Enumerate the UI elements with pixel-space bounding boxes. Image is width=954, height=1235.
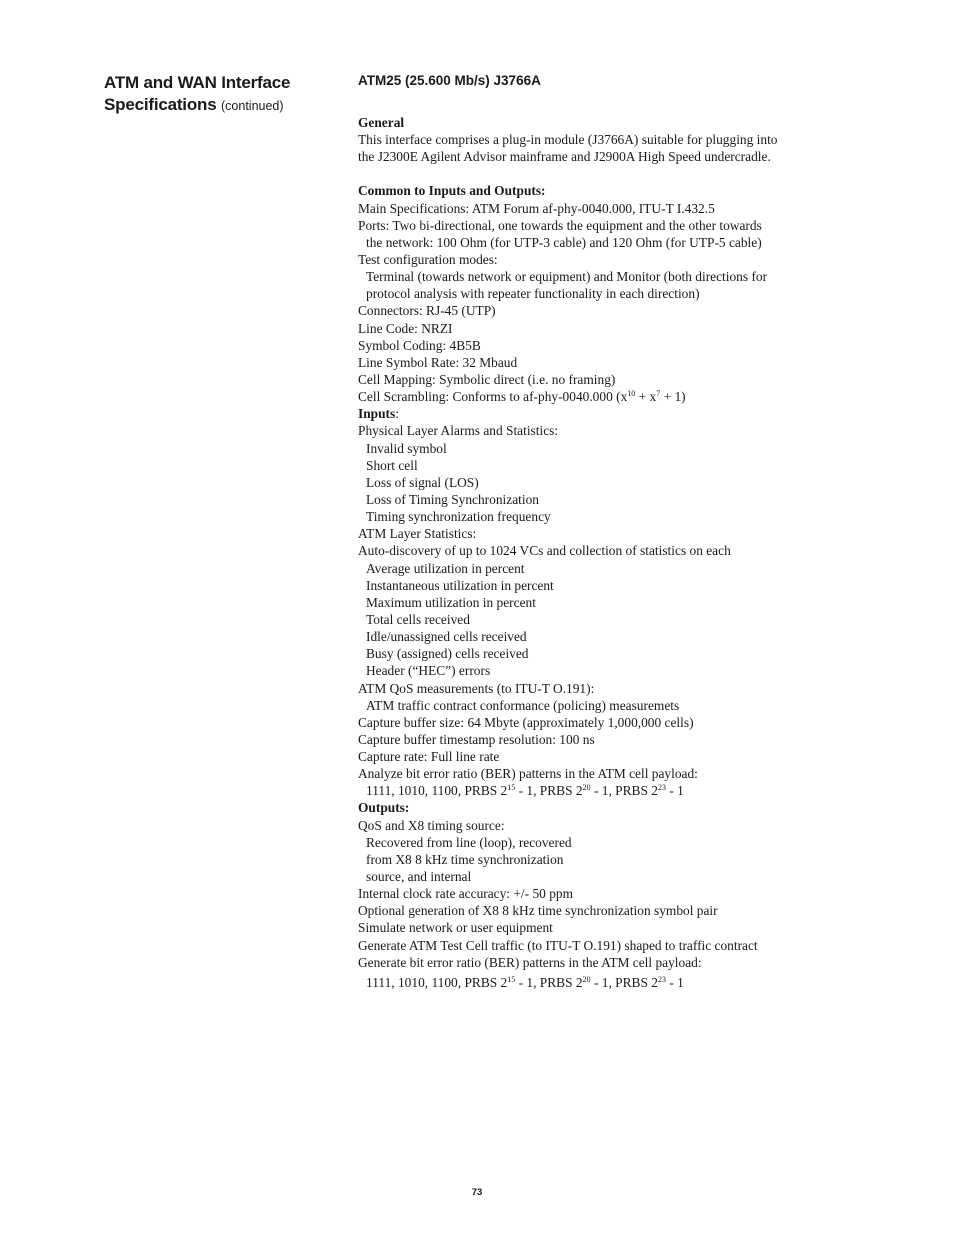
outputs-heading: Outputs: (358, 800, 410, 816)
list-item: Idle/unassigned cells received (366, 629, 527, 645)
qos-measurements-heading: ATM QoS measurements (to ITU-T O.191): (358, 680, 595, 696)
section-title-line1: ATM and WAN Interface (104, 73, 291, 92)
list-item: Average utilization in percent (366, 560, 525, 576)
list-item: Invalid symbol (366, 440, 447, 456)
main-specifications: Main Specifications: ATM Forum af-phy-0040.000, ITU-T I.432.5 (358, 200, 715, 216)
prbs-exponent: 20 (582, 974, 591, 984)
ber-generate: Generate bit error ratio (BER) patterns in the ATM cell payload: (358, 954, 702, 970)
prbs-exponent: 23 (657, 974, 666, 984)
scrambling-exponent: 7 (656, 389, 661, 399)
generate-traffic: Generate ATM Test Cell traffic (to ITU-T O.191) shaped to traffic contract (358, 937, 758, 953)
physical-layer-heading: Physical Layer Alarms and Statistics: (358, 423, 559, 439)
list-item: from X8 8 kHz time synchronization (366, 851, 564, 867)
prbs-text: 1111, 1010, 1100, PRBS 2 (366, 974, 508, 990)
simulate-equipment: Simulate network or user equipment (358, 920, 553, 936)
atm-layer-heading: ATM Layer Statistics: (358, 526, 477, 542)
symbol-coding: Symbol Coding: 4B5B (358, 337, 481, 353)
connectors: Connectors: RJ-45 (UTP) (358, 303, 496, 319)
test-configuration-modes: Test configuration modes: (358, 251, 498, 267)
terminal-mode-line-1: Terminal (towards network or equipment) and Monitor (both directions for (366, 269, 768, 285)
capture-buffer-size: Capture buffer size: 64 Mbyte (approximately 1,000,000 cells) (358, 714, 694, 730)
section-title-line2 (104, 94, 334, 117)
prbs-patterns (358, 782, 858, 799)
prbs-exponent: 15 (507, 783, 516, 793)
spec-body (358, 114, 858, 991)
inputs-heading-label: Inputs (358, 406, 396, 422)
list-item: Header (“HEC”) errors (366, 663, 491, 679)
prbs-text: - 1, PRBS 2 (590, 974, 658, 990)
scrambling-suffix: + 1) (660, 389, 686, 405)
prbs-exponent: 23 (657, 783, 666, 793)
optional-generation: Optional generation of X8 8 kHz time synchronization symbol pair (358, 903, 718, 919)
inputs-heading (358, 405, 858, 422)
product-title: ATM25 (25.600 Mb/s) J3766A (358, 73, 541, 88)
qos-timing-source: QoS and X8 timing source: (358, 817, 505, 833)
list-item: Recovered from line (loop), recovered (366, 834, 572, 850)
prbs-exponent: 20 (582, 783, 591, 793)
cell-mapping: Cell Mapping: Symbolic direct (i.e. no framing) (358, 371, 616, 387)
general-line: This interface comprises a plug-in module (J3766A) suitable for plugging into (358, 132, 778, 148)
capture-buffer-resolution: Capture buffer timestamp resolution: 100 ns (358, 731, 595, 747)
list-item: Total cells received (366, 611, 470, 627)
inputs-heading-colon: : (395, 406, 399, 422)
list-item: Loss of signal (LOS) (366, 474, 479, 490)
auto-discovery: Auto-discovery of up to 1024 VCs and collection of statistics on each (358, 543, 731, 559)
ports-line-1: Ports: Two bi-directional, one towards the equipment and the other towards (358, 217, 762, 233)
prbs-text: - 1, PRBS 2 (590, 783, 658, 799)
line-symbol-rate: Line Symbol Rate: 32 Mbaud (358, 354, 518, 370)
scrambling-mid: + x (635, 389, 657, 405)
list-item: Maximum utilization in percent (366, 594, 536, 610)
page-number: 73 (471, 1187, 483, 1198)
prbs-text: - 1 (665, 783, 684, 799)
cell-scrambling (358, 388, 858, 405)
section-title (104, 72, 334, 117)
prbs-text: - 1 (665, 974, 684, 990)
spacer (358, 165, 858, 182)
list-item: Loss of Timing Synchronization (366, 491, 539, 507)
list-item: Short cell (366, 457, 418, 473)
clock-accuracy: Internal clock rate accuracy: +/- 50 ppm (358, 886, 574, 902)
list-item: Instantaneous utilization in percent (366, 577, 554, 593)
scrambling-prefix: Cell Scrambling: Conforms to af-phy-0040.000 (x (358, 389, 628, 405)
capture-rate: Capture rate: Full line rate (358, 749, 500, 765)
continued-label: (continued) (221, 99, 284, 113)
prbs-exponent: 15 (507, 974, 516, 984)
list-item: Timing synchronization frequency (366, 509, 551, 525)
prbs-text: 1111, 1010, 1100, PRBS 2 (366, 783, 508, 799)
common-heading: Common to Inputs and Outputs: (358, 183, 546, 199)
ber-analyze: Analyze bit error ratio (BER) patterns in the ATM cell payload: (358, 766, 698, 782)
list-item: source, and internal (366, 869, 472, 885)
terminal-mode-line-2: protocol analysis with repeater functionality in each direction) (366, 286, 700, 302)
section-title-specifications: Specifications (104, 95, 217, 114)
list-item: ATM traffic contract conformance (policing) measuremets (366, 697, 680, 713)
prbs-text: - 1, PRBS 2 (515, 783, 583, 799)
scrambling-exponent: 10 (627, 389, 636, 399)
prbs-patterns (358, 974, 858, 991)
general-line: the J2300E Agilent Advisor mainframe and J2900A High Speed undercradle. (358, 149, 771, 165)
general-heading: General (358, 115, 405, 130)
prbs-text: - 1, PRBS 2 (515, 974, 583, 990)
line-code: Line Code: NRZI (358, 320, 453, 336)
list-item: Busy (assigned) cells received (366, 646, 529, 662)
main-content (358, 72, 858, 991)
ports-line-2: the network: 100 Ohm (for UTP-3 cable) and 120 Ohm (for UTP-5 cable) (366, 234, 762, 250)
